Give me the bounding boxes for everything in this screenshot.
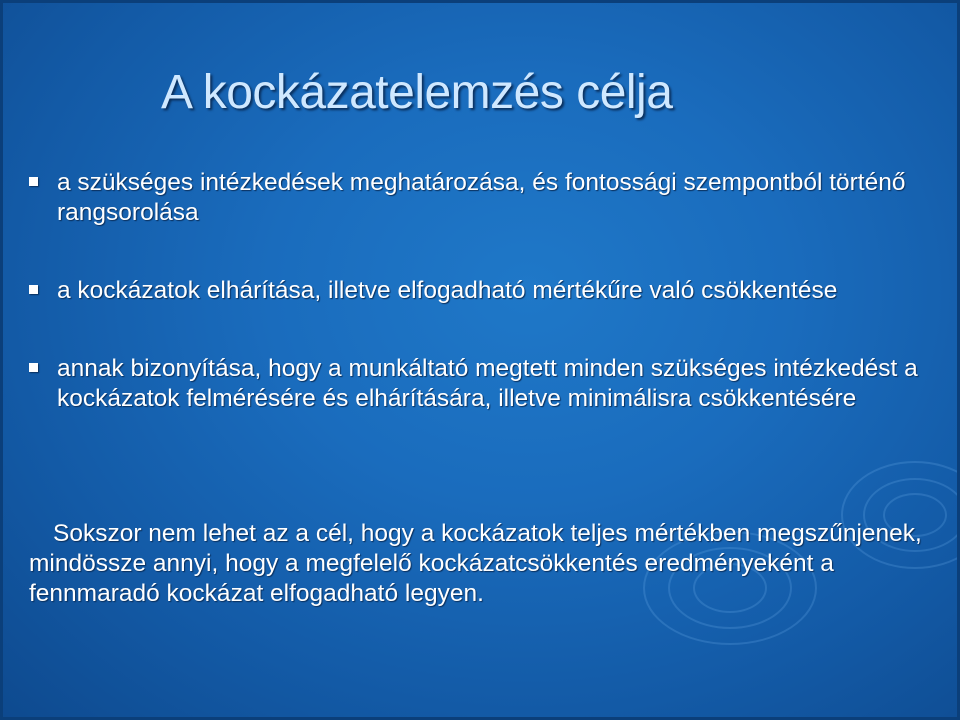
bullet-item <box>29 354 929 414</box>
closing-paragraph: Sokszor nem lehet az a cél, hogy a kockázatok teljes mértékben megszűnjenek, mindössze annyi, hogy a megfelelő kockázatcsökkentés eredményeként a fennmaradó kockázat elfogadható legyen. <box>29 520 922 607</box>
bullet-item <box>29 168 929 228</box>
bullet-list <box>29 168 929 414</box>
slide-title: A kockázatelemzés célja <box>161 66 673 119</box>
bullet-text: a szükséges intézkedések meghatározása, és fontossági szempontból történő rangsorolása <box>57 169 906 226</box>
bullet-text: a kockázatok elhárítása, illetve elfogadható mértékűre való csökkentése <box>57 277 838 304</box>
bullet-text: annak bizonyítása, hogy a munkáltató megtett minden szükséges intézkedést a kockázatok felmérésére és elhárítására, illetve minimálisra csökkentésére <box>57 355 918 412</box>
square-bullet-icon <box>29 177 38 186</box>
bullet-item <box>29 276 929 306</box>
square-bullet-icon <box>29 285 38 294</box>
square-bullet-icon <box>29 363 38 372</box>
